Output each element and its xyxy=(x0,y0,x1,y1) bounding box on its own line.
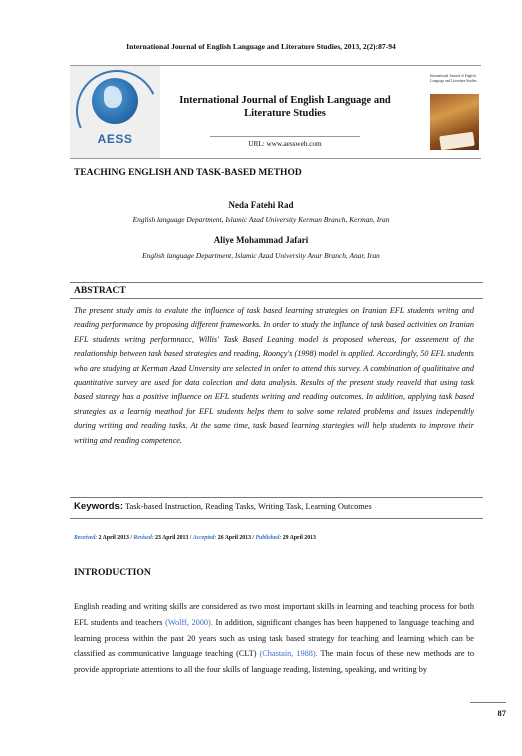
abstract-heading-rule xyxy=(70,298,483,299)
journal-title: International Journal of English Language and Literature Studies xyxy=(179,95,391,119)
keywords xyxy=(74,501,372,512)
cover-title: International Journal of English Language and Literature Studies xyxy=(430,74,477,83)
journal-cover xyxy=(428,72,481,152)
intro-text: In addition, significant changes has been happened to language teaching and learning process within the past 20 years such as using task based strategy for teaching and learning which can be classified as communicative language teaching (CLT) xyxy=(74,617,475,659)
open-book-icon xyxy=(439,132,475,151)
logo-text: AESS xyxy=(97,132,133,146)
running-head: International Journal of English Language and Literature Studies, 2013, 2(2):87-94 xyxy=(126,42,396,51)
journal-url[interactable]: URL: www.aessweb.com xyxy=(248,140,322,148)
revised-date: 23 April 2013 / xyxy=(155,535,192,541)
continent-icon xyxy=(104,86,122,108)
intro-text: English reading and writing skills are considered as two most important skills in learning and teaching process for both EFL students and teachers xyxy=(74,602,474,627)
article-dates xyxy=(74,535,316,541)
revised-label: Revised: xyxy=(133,535,154,541)
author-name: Aliye Mohammad Jafari xyxy=(213,235,309,245)
abstract-heading: ABSTRACT xyxy=(74,286,126,296)
citation-link[interactable]: (Wolff, 2000). xyxy=(165,617,213,627)
publisher-logo xyxy=(70,66,160,158)
citation-link[interactable]: (Chastain, 1988). xyxy=(259,649,318,659)
abstract-bottom-rule xyxy=(70,497,483,498)
article-title: TEACHING ENGLISH AND TASK-BASED METHOD xyxy=(74,168,302,178)
author-name: Neda Fatehi Rad xyxy=(228,200,294,210)
keywords-rule xyxy=(70,518,483,519)
cover-photo xyxy=(430,94,479,150)
journal-banner xyxy=(70,65,481,159)
keywords-value: Task-based Instruction, Reading Tasks, Writing Task, Learning Outcomes xyxy=(125,502,372,511)
author-affiliation: English language Department, Islamic Azad University Anar Branch, Anar, Iran xyxy=(142,251,380,260)
accepted-label: Accepted: xyxy=(192,535,217,541)
introduction-heading: INTRODUCTION xyxy=(74,567,151,578)
received-date: 2 April 2013 / xyxy=(98,535,132,541)
keywords-label: Keywords: xyxy=(74,501,124,512)
published-label: Published: xyxy=(255,535,282,541)
received-label: Received: xyxy=(74,535,98,541)
introduction-paragraph xyxy=(74,599,474,678)
url-divider xyxy=(210,136,360,137)
abstract-top-rule xyxy=(70,282,483,283)
published-date: 29 April 2013 xyxy=(282,535,316,541)
footer-rule xyxy=(470,702,506,703)
intro-text: The main focus of these new methods are to provide appropriate attentions to all the four skills of language reading, listening, speaking, and writing by xyxy=(74,649,474,675)
abstract-text: The present study amis to evalute the influence of task based learning strategies on Iranian EFL students writng and reading performance by proposing different frameworks. In order to study the influnce of task based activities on Iranian EFL students writng performnacc, Willis' Task Based Leaning model is proposed whereas, for asseement of the realationship between task based strategies and reading, Roonçy's (1998) model is applied. Accordingly, 50 EFL students who are studying at Kerman Azad Unversity are selected in order to attend this survey. A combination of qualititaive and quantitative survey are used for data colection and data analysis. Results of the present study reaveld that using task based staregy has a positive influence on EFL students writing and reading outcomes. In addition, applying task based strategies as a learnig meathod for EFL students helps them to solve some related problems and issues independtly during writing and reading tasks. At the same time, task based learning startegies will help students to improve their writing and reading competence. xyxy=(74,306,474,445)
page-number: 87 xyxy=(497,708,506,718)
author-affiliation: English language Department, Islamic Azad University Kerman Branch, Kerman, Iran xyxy=(132,215,390,224)
accepted-date: 26 April 2013 / xyxy=(217,535,255,541)
